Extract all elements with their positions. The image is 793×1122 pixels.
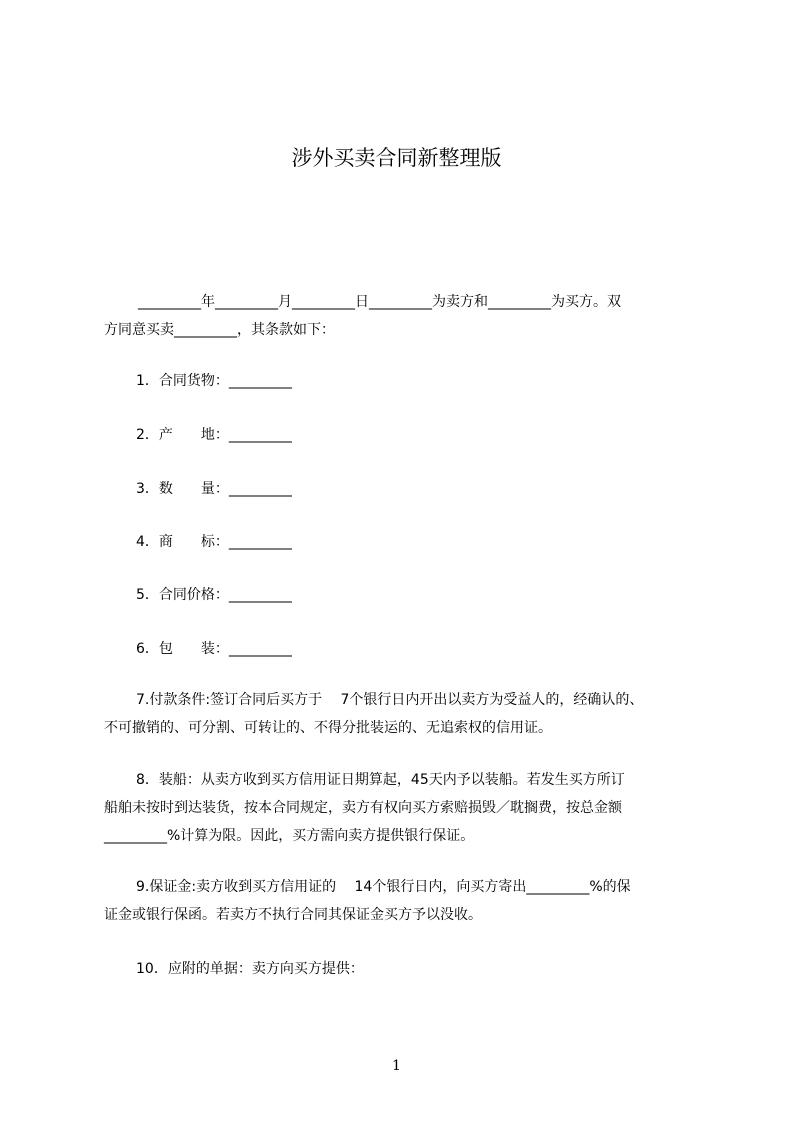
- item-trademark: 4．商 标：_________: [136, 534, 292, 550]
- clause-payment-line-1: 7.付款条件:签订合同后买方于 7个银行日内开出以卖方为受益人的，经确认的、: [136, 692, 644, 708]
- item-price: 5．合同价格：_________: [136, 587, 292, 603]
- clause-payment-line-2: 不可撤销的、可分割、可转让的、不得分批装运的、无追索权的信用证。: [104, 720, 552, 736]
- intro-line-1: _________年_________月_________日_________为卖方和_________为买方。双: [138, 294, 621, 310]
- clause-deposit-line-1: 9.保证金:卖方收到买方信用证的 14个银行日内，向买方寄出_________%的保: [136, 879, 631, 895]
- clause-deposit-line-2: 证金或银行保函。若卖方不执行合同其保证金买方予以没收。: [104, 907, 482, 923]
- page-number: 1: [392, 1058, 401, 1074]
- item-origin: 2．产 地：_________: [136, 427, 292, 443]
- intro-line-2: 方同意买卖_________，其条款如下：: [104, 322, 335, 338]
- clause-shipment-line-1: 8．装船：从卖方收到买方信用证日期算起，45天内予以装船。若发生买方所订: [136, 772, 625, 788]
- item-packing: 6．包 装：_________: [136, 641, 292, 657]
- clause-documents-line-1: 10．应附的单据：卖方向买方提供：: [136, 961, 364, 977]
- clause-shipment-line-2: 船舶未按时到达装货，按本合同规定，卖方有权向买方索赔损毁／耽搁费，按总金额: [104, 800, 622, 816]
- clause-shipment-line-3: _________%计算为限。因此，买方需向卖方提供银行保证。: [104, 828, 475, 844]
- document-title: 涉外买卖合同新整理版: [291, 146, 502, 170]
- item-quantity: 3．数 量：_________: [136, 481, 292, 497]
- item-goods: 1．合同货物：_________: [136, 373, 292, 389]
